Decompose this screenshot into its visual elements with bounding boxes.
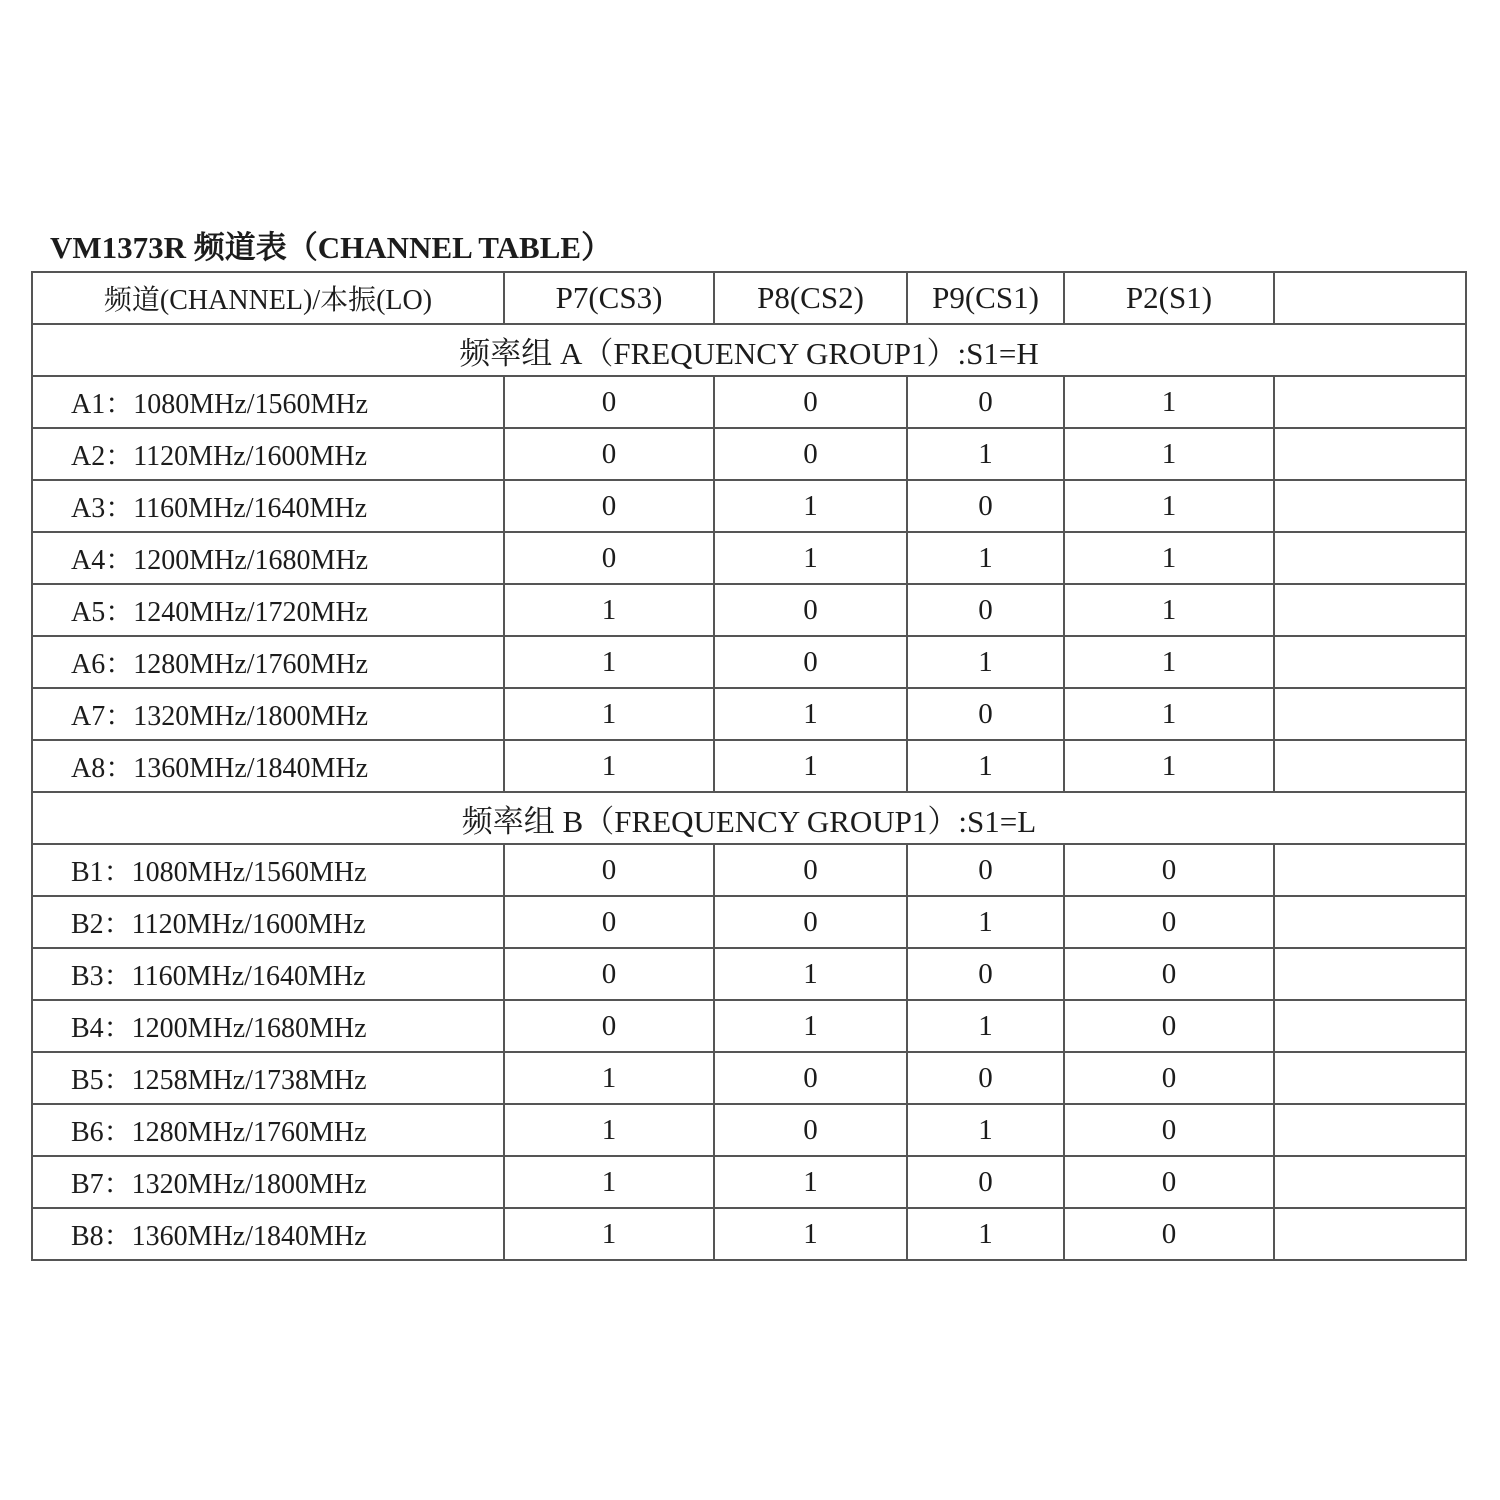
p8-value-cell: 0 [714,376,907,428]
p2-value-cell: 1 [1064,480,1274,532]
empty-cell [1274,376,1466,428]
group-b-header-row [32,792,1466,844]
table-row [32,1052,1466,1104]
channel-cell: B3：1160MHz/1640MHz [32,948,504,1000]
empty-cell [1274,584,1466,636]
p7-value-cell: 0 [504,532,714,584]
empty-cell [1274,948,1466,1000]
p7-value-cell: 0 [504,896,714,948]
table-row [32,740,1466,792]
empty-cell [1274,1156,1466,1208]
p2-value-cell: 0 [1064,1000,1274,1052]
table-row [32,428,1466,480]
p9-value-cell: 0 [907,584,1064,636]
channel-cell: A1：1080MHz/1560MHz [32,376,504,428]
p9-value-cell: 1 [907,1104,1064,1156]
channel-cell: A5：1240MHz/1720MHz [32,584,504,636]
table-row [32,1156,1466,1208]
p7-value-cell: 1 [504,1208,714,1260]
p2-value-cell: 1 [1064,428,1274,480]
p9-value-cell: 1 [907,1208,1064,1260]
table-row [32,896,1466,948]
empty-cell [1274,1104,1466,1156]
group-a-label: 频率组 A（FREQUENCY GROUP1）:S1=H [32,324,1466,376]
channel-cell: A4：1200MHz/1680MHz [32,532,504,584]
channel-cell: A7：1320MHz/1800MHz [32,688,504,740]
header-row [32,272,1466,324]
empty-cell [1274,1052,1466,1104]
p2-value-cell: 1 [1064,584,1274,636]
p7-value-cell: 1 [504,1156,714,1208]
p8-value-cell: 0 [714,428,907,480]
p8-value-cell: 1 [714,740,907,792]
empty-cell [1274,896,1466,948]
p9-value-cell: 1 [907,740,1064,792]
p9-value-cell: 0 [907,480,1064,532]
p8-value-cell: 0 [714,844,907,896]
p9-value-cell: 1 [907,1000,1064,1052]
p2-value-cell: 1 [1064,688,1274,740]
empty-cell [1274,844,1466,896]
p2-value-cell: 0 [1064,1208,1274,1260]
p8-value-cell: 1 [714,1156,907,1208]
table-row [32,1000,1466,1052]
p7-value-cell: 1 [504,584,714,636]
p8-value-cell: 1 [714,1000,907,1052]
p8-value-cell: 1 [714,688,907,740]
p7-value-cell: 1 [504,1104,714,1156]
p2-value-cell: 0 [1064,896,1274,948]
empty-cell [1274,428,1466,480]
header-p7: P7(CS3) [504,272,714,324]
channel-cell: B7：1320MHz/1800MHz [32,1156,504,1208]
p8-value-cell: 0 [714,1052,907,1104]
table-row [32,480,1466,532]
p7-value-cell: 0 [504,376,714,428]
p7-value-cell: 0 [504,428,714,480]
p9-value-cell: 0 [907,1052,1064,1104]
header-p2: P2(S1) [1064,272,1274,324]
header-p8: P8(CS2) [714,272,907,324]
channel-cell: B6：1280MHz/1760MHz [32,1104,504,1156]
p2-value-cell: 0 [1064,844,1274,896]
group-b-label: 频率组 B（FREQUENCY GROUP1）:S1=L [32,792,1466,844]
table-row [32,532,1466,584]
channel-cell: B1：1080MHz/1560MHz [32,844,504,896]
channel-table [31,271,1467,1261]
p2-value-cell: 0 [1064,1104,1274,1156]
p8-value-cell: 0 [714,636,907,688]
p9-value-cell: 0 [907,688,1064,740]
p9-value-cell: 0 [907,376,1064,428]
channel-cell: B8：1360MHz/1840MHz [32,1208,504,1260]
p2-value-cell: 0 [1064,1052,1274,1104]
p7-value-cell: 1 [504,688,714,740]
header-p9: P9(CS1) [907,272,1064,324]
p9-value-cell: 0 [907,948,1064,1000]
channel-cell: B5：1258MHz/1738MHz [32,1052,504,1104]
empty-cell [1274,480,1466,532]
channel-cell: A8：1360MHz/1840MHz [32,740,504,792]
table-row [32,636,1466,688]
p8-value-cell: 0 [714,1104,907,1156]
p2-value-cell: 0 [1064,948,1274,1000]
empty-cell [1274,1208,1466,1260]
p8-value-cell: 1 [714,480,907,532]
table-body [32,272,1466,1260]
channel-cell: B4：1200MHz/1680MHz [32,1000,504,1052]
header-channel-lo: 频道(CHANNEL)/本振(LO) [32,272,504,324]
header-empty [1274,272,1466,324]
p8-value-cell: 0 [714,584,907,636]
empty-cell [1274,532,1466,584]
channel-cell: A6：1280MHz/1760MHz [32,636,504,688]
table-row [32,1208,1466,1260]
p9-value-cell: 1 [907,428,1064,480]
p7-value-cell: 1 [504,1052,714,1104]
group-a-header-row [32,324,1466,376]
p2-value-cell: 1 [1064,740,1274,792]
p9-value-cell: 1 [907,532,1064,584]
p7-value-cell: 1 [504,740,714,792]
empty-cell [1274,740,1466,792]
p9-value-cell: 1 [907,636,1064,688]
p2-value-cell: 1 [1064,636,1274,688]
table-row [32,1104,1466,1156]
p8-value-cell: 1 [714,948,907,1000]
p2-value-cell: 1 [1064,376,1274,428]
table-row [32,948,1466,1000]
table-row [32,688,1466,740]
empty-cell [1274,636,1466,688]
p9-value-cell: 0 [907,1156,1064,1208]
channel-cell: B2：1120MHz/1600MHz [32,896,504,948]
p8-value-cell: 0 [714,896,907,948]
page-title: VM1373R 频道表（CHANNEL TABLE） [50,230,613,265]
empty-cell [1274,1000,1466,1052]
table-row [32,376,1466,428]
p2-value-cell: 0 [1064,1156,1274,1208]
p2-value-cell: 1 [1064,532,1274,584]
p7-value-cell: 0 [504,480,714,532]
p7-value-cell: 0 [504,844,714,896]
p8-value-cell: 1 [714,1208,907,1260]
channel-cell: A2：1120MHz/1600MHz [32,428,504,480]
table-row [32,584,1466,636]
p8-value-cell: 1 [714,532,907,584]
p9-value-cell: 1 [907,896,1064,948]
p7-value-cell: 0 [504,948,714,1000]
empty-cell [1274,688,1466,740]
p7-value-cell: 0 [504,1000,714,1052]
p7-value-cell: 1 [504,636,714,688]
p9-value-cell: 0 [907,844,1064,896]
table-row [32,844,1466,896]
channel-cell: A3：1160MHz/1640MHz [32,480,504,532]
